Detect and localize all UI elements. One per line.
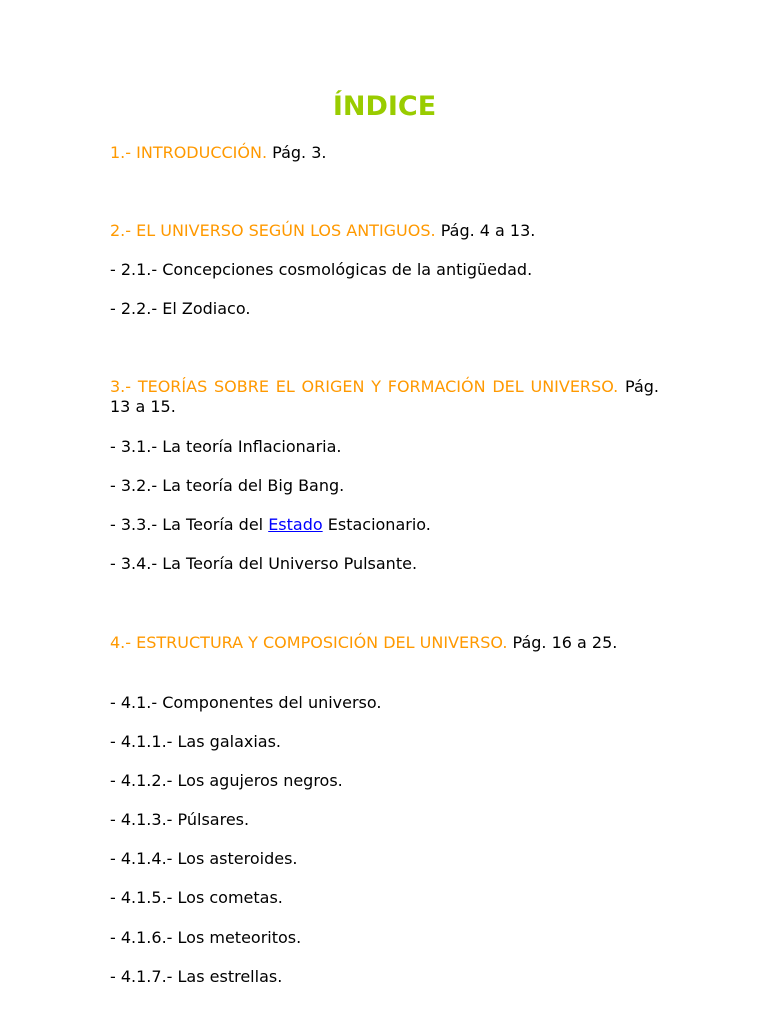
- toc-item: - 4.1.- Componentes del universo.: [110, 693, 382, 712]
- section-pages: Pág. 4 a 13.: [440, 221, 536, 240]
- toc-item: - 3.2.- La teoría del Big Bang.: [110, 476, 345, 495]
- section-heading-2: [110, 221, 659, 241]
- toc-item: - 4.1.2.- Los agujeros negros.: [110, 771, 343, 790]
- section-pages: Pág. 3.: [272, 143, 327, 162]
- toc-item: - 3.1.- La teoría Inflacionaria.: [110, 437, 342, 456]
- toc-item: - 4.1.4.- Los asteroides.: [110, 849, 298, 868]
- toc-item: - 4.1.1.- Las galaxias.: [110, 732, 282, 751]
- section-title: 1.- INTRODUCCIÓN.: [110, 143, 268, 162]
- section-heading-1: [110, 143, 659, 163]
- toc-item: - 2.1.- Concepciones cosmológicas de la antigüedad.: [110, 260, 533, 279]
- section-pages: Pág. 16 a 25.: [512, 633, 618, 652]
- toc-item-text: - 3.3.- La Teoría del: [110, 515, 269, 534]
- toc-item: - 4.1.6.- Los meteoritos.: [110, 928, 302, 947]
- section-pages: Pág. 13 a 15.: [110, 377, 659, 416]
- section-heading-3: [110, 377, 659, 417]
- estado-link[interactable]: Estado: [268, 515, 323, 534]
- page-title: ÍNDICE: [332, 91, 437, 122]
- section-title: 2.- EL UNIVERSO SEGÚN LOS ANTIGUOS.: [110, 221, 436, 240]
- section-title: 3.- TEORÍAS SOBRE EL ORIGEN Y FORMACIÓN DEL UNIVERSO.: [110, 377, 619, 396]
- toc-item: - 4.1.5.- Los cometas.: [110, 888, 283, 907]
- toc-item-text: Estacionario.: [322, 515, 431, 534]
- toc-item: - 4.1.7.- Las estrellas.: [110, 967, 283, 986]
- toc-item: - 3.4.- La Teoría del Universo Pulsante.: [110, 554, 418, 573]
- toc-item: [110, 515, 659, 535]
- section-title: 4.- ESTRUCTURA Y COMPOSICIÓN DEL UNIVERSO.: [110, 633, 508, 652]
- toc-item: - 2.2.- El Zodiaco.: [110, 299, 251, 318]
- section-heading-4: [110, 633, 659, 653]
- toc-item: - 4.1.3.- Púlsares.: [110, 810, 250, 829]
